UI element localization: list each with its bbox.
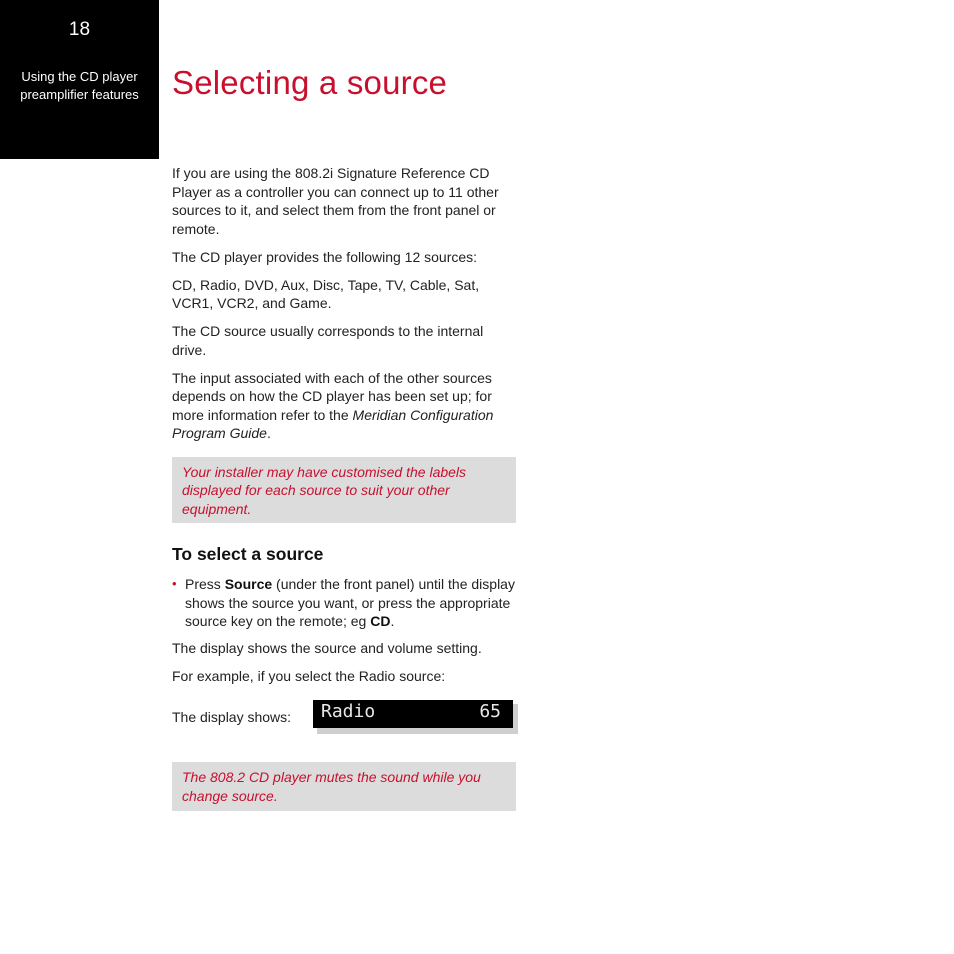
example-intro: For example, if you select the Radio source: xyxy=(172,667,446,684)
page-number: 18 xyxy=(68,19,91,40)
display-volume-text: 65 xyxy=(479,701,501,722)
sidebar-block xyxy=(0,0,159,159)
intro-paragraph-1: If you are using the 808.2i Signature Reference CD Player as a controller you can connect up to 11 other sources to it, and select them from the front panel or remote. xyxy=(172,165,499,237)
bullet-text-middle: (under the front panel) until the display shows the source you want, or press the appropriate source key on the remote; eg xyxy=(185,576,515,629)
note-box-labels: Your installer may have customised the labels displayed for each source to suit your other equipment. xyxy=(172,457,516,524)
page-title: Selecting a source xyxy=(172,64,448,101)
bullet-text-end: . xyxy=(390,613,395,629)
bullet-marker: • xyxy=(172,576,177,591)
instruction-bullet xyxy=(172,575,516,631)
display-label: The display shows: xyxy=(172,709,292,725)
display-source-text: Radio xyxy=(321,701,376,722)
main-content xyxy=(172,164,516,831)
display-example xyxy=(172,700,516,742)
display-explanation: The display shows the source and volume setting. xyxy=(172,639,482,656)
section-label xyxy=(0,68,159,104)
intro-paragraph-2: The CD player provides the following 12 sources: xyxy=(172,248,478,265)
sources-list-paragraph: CD, Radio, DVD, Aux, Disc, Tape, TV, Cable, Sat, VCR1, VCR2, and Game. xyxy=(172,276,480,311)
note-box-mute: The 808.2 CD player mutes the sound while you change source. xyxy=(172,762,516,811)
cd-key-name: CD xyxy=(370,613,391,629)
section-label-line1: Using the CD player xyxy=(21,69,138,84)
source-key-name: Source xyxy=(224,576,273,592)
paragraph-end: . xyxy=(266,425,271,441)
guide-reference: Meridian Configuration Program Guide xyxy=(172,406,494,441)
intro-paragraph-4: The CD source usually corresponds to the internal drive. xyxy=(172,323,484,358)
section-heading: To select a source xyxy=(172,544,324,564)
paragraph-text: The input associated with each of the other sources depends on how the CD player has been set up; for more information refer to the xyxy=(172,369,492,423)
front-panel-display xyxy=(313,700,513,728)
bullet-text-start: Press xyxy=(185,576,225,592)
section-label-line2: preamplifier features xyxy=(20,87,139,102)
bullet-text xyxy=(185,575,516,631)
intro-paragraph-5 xyxy=(172,369,516,443)
